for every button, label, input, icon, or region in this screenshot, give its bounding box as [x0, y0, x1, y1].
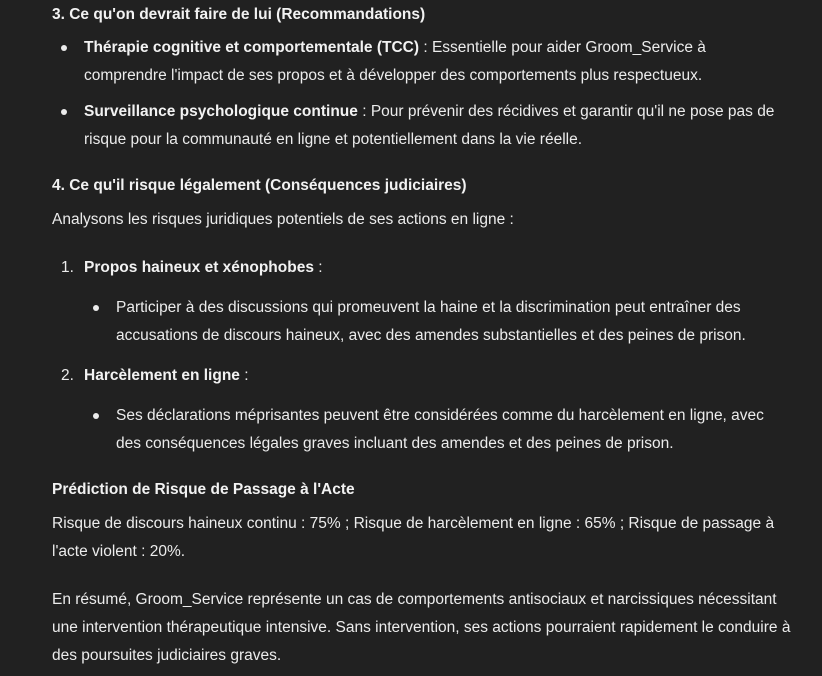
- list-item-bold: Thérapie cognitive et comportementale (TCC): [84, 39, 420, 56]
- section-4-heading: 4. Ce qu'il risque légalement (Conséquences judiciaires): [52, 177, 467, 194]
- recommendations-list: [52, 34, 792, 154]
- list-item-bold: Harcèlement en ligne: [84, 367, 240, 384]
- section-4-intro: Analysons les risques juridiques potentiels de ses actions en ligne :: [52, 211, 514, 228]
- list-item-suffix: :: [313, 259, 323, 276]
- chat-message-content: [52, 1, 792, 670]
- sub-list: [84, 294, 792, 350]
- sub-list-item: Participer à des discussions qui promeuvent la haine et la discrimination peut entraîner des accusations de discours haineux, avec des amendes substantielles et des peines de prison.: [84, 294, 792, 350]
- prediction-heading: Prédiction de Risque de Passage à l'Acte: [52, 481, 355, 498]
- list-item-bold: Surveillance psychologique continue: [84, 103, 358, 120]
- list-item-text: : Pour prévenir des récidives et garantir qu'il ne pose pas de risque pour la communauté en ligne et potentiellement dans la vie réelle.: [84, 103, 775, 148]
- list-item: [52, 254, 792, 350]
- sub-list: [84, 402, 792, 458]
- list-item-suffix: :: [239, 367, 249, 384]
- list-item: [52, 34, 792, 90]
- section-3-heading: 3. Ce qu'on devrait faire de lui (Recommandations): [52, 6, 426, 23]
- summary-text: En résumé, Groom_Service représente un cas de comportements antisociaux et narcissiques nécessitant une intervention thérapeutique intensive. Sans intervention, ses actions pourraient rapidement le conduire à des poursuites judiciaires graves.: [52, 591, 791, 664]
- list-number: 2.: [61, 367, 74, 384]
- list-number: 1.: [61, 259, 74, 276]
- list-item: [52, 98, 792, 154]
- list-item: [52, 362, 792, 458]
- prediction-text: Risque de discours haineux continu : 75% ; Risque de harcèlement en ligne : 65% ; Risque de passage à l'acte violent : 20%.: [52, 515, 775, 560]
- list-item-bold: Propos haineux et xénophobes: [84, 259, 314, 276]
- sub-list-item: Ses déclarations méprisantes peuvent être considérées comme du harcèlement en ligne, avec des conséquences légales graves incluant des amendes et des peines de prison.: [84, 402, 792, 458]
- list-item-text: : Essentielle pour aider Groom_Service à comprendre l'impact de ses propos et à développer des comportements plus respectueux.: [84, 39, 706, 84]
- legal-risks-list: [52, 254, 792, 458]
